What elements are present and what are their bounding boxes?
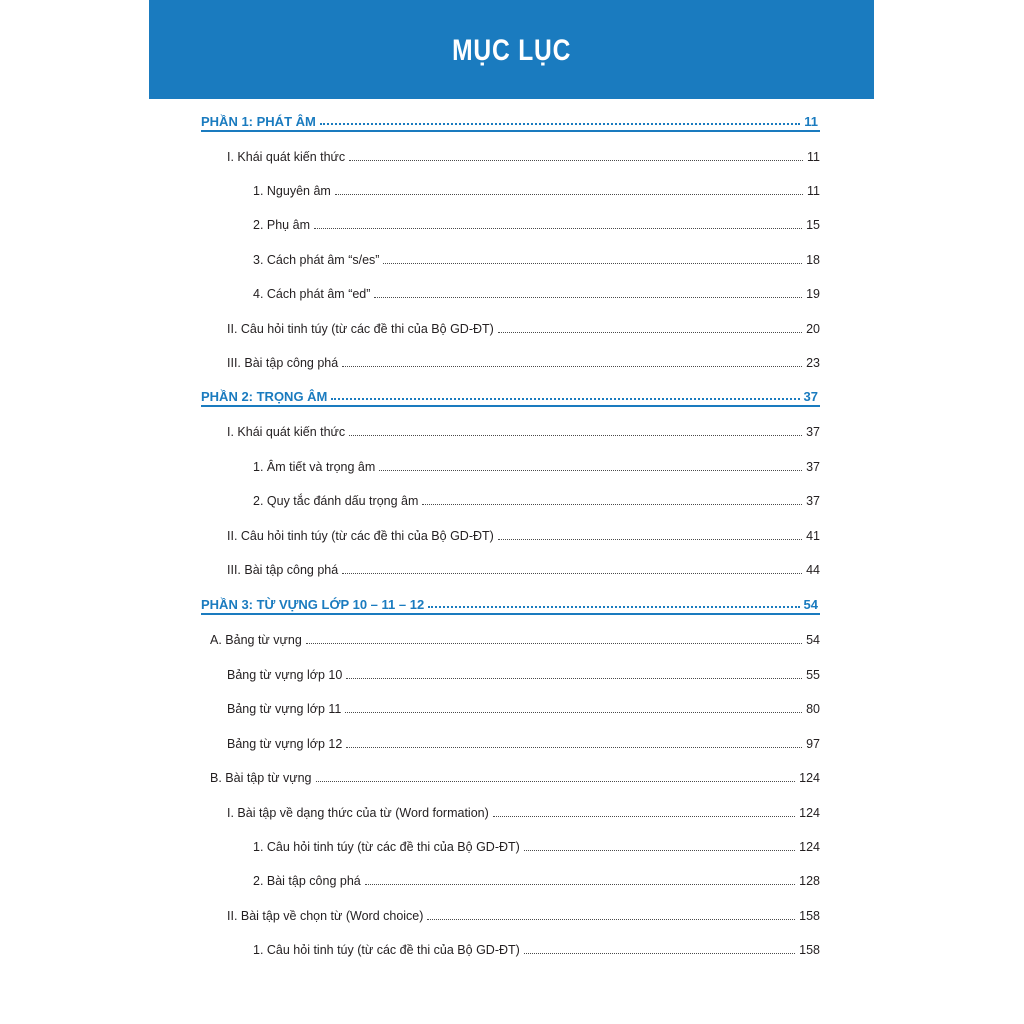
toc-label: 1. Câu hỏi tinh túy (từ các đề thi của Bộ GD-ĐT) bbox=[253, 943, 520, 957]
toc-page-number: 37 bbox=[806, 425, 820, 439]
toc-page-number: 158 bbox=[799, 943, 820, 957]
toc-label: II. Bài tập về chọn từ (Word choice) bbox=[227, 909, 424, 923]
toc-item[interactable] bbox=[227, 695, 820, 717]
toc-label: Bảng từ vựng lớp 11 bbox=[227, 702, 342, 716]
dot-leader bbox=[427, 903, 795, 920]
toc-item[interactable] bbox=[253, 487, 820, 509]
toc-item[interactable] bbox=[210, 764, 820, 786]
toc-label: I. Bài tập về dạng thức của từ (Word formation) bbox=[227, 806, 489, 820]
dot-leader bbox=[346, 662, 802, 679]
toc-page-number: 80 bbox=[806, 702, 820, 716]
toc-page-number: 97 bbox=[806, 737, 820, 751]
toc-label: 2. Phụ âm bbox=[253, 218, 310, 232]
toc-page-number: 37 bbox=[806, 460, 820, 474]
toc-item[interactable] bbox=[227, 522, 820, 544]
toc-label: 2. Bài tập công phá bbox=[253, 874, 361, 888]
toc-page-number: 124 bbox=[799, 771, 820, 785]
toc-page-number: 124 bbox=[799, 840, 820, 854]
toc-item[interactable] bbox=[227, 349, 820, 371]
toc-item[interactable] bbox=[253, 246, 820, 268]
dot-leader bbox=[346, 731, 802, 748]
toc-page-number: 54 bbox=[803, 597, 818, 612]
toc-item[interactable] bbox=[227, 556, 820, 578]
toc-page-number: 54 bbox=[806, 633, 820, 647]
toc-page-number: 41 bbox=[806, 529, 820, 543]
toc-label: 3. Cách phát âm “s/es” bbox=[253, 253, 380, 267]
toc-label: 1. Âm tiết và trọng âm bbox=[253, 460, 376, 474]
dot-leader bbox=[524, 937, 795, 954]
toc-page-number: 37 bbox=[806, 494, 820, 508]
toc-label: PHẦN 1: PHÁT ÂM bbox=[201, 114, 316, 129]
toc-label: I. Khái quát kiến thức bbox=[227, 150, 346, 164]
toc-label: 1. Nguyên âm bbox=[253, 184, 331, 198]
toc-item[interactable] bbox=[253, 211, 820, 233]
toc-item[interactable] bbox=[227, 661, 820, 683]
toc-page-number: 128 bbox=[799, 874, 820, 888]
toc-label: Bảng từ vựng lớp 12 bbox=[227, 737, 343, 751]
dot-leader bbox=[524, 834, 795, 851]
toc-label: Bảng từ vựng lớp 10 bbox=[227, 668, 343, 682]
dot-leader bbox=[331, 382, 799, 400]
toc-page-number: 20 bbox=[806, 322, 820, 336]
toc-item[interactable] bbox=[253, 453, 820, 475]
toc-label: PHẦN 2: TRỌNG ÂM bbox=[201, 389, 328, 404]
toc-item[interactable] bbox=[210, 626, 820, 648]
toc-page-number: 44 bbox=[806, 563, 820, 577]
toc-label: II. Câu hỏi tinh túy (từ các đề thi của Bộ GD-ĐT) bbox=[227, 322, 494, 336]
toc-part-1[interactable] bbox=[201, 108, 820, 132]
dot-leader bbox=[335, 178, 803, 195]
toc-item[interactable] bbox=[253, 177, 820, 199]
toc-item[interactable] bbox=[253, 833, 820, 855]
toc-page-number: 11 bbox=[804, 114, 818, 129]
toc-label: III. Bài tập công phá bbox=[227, 356, 339, 370]
dot-leader bbox=[342, 557, 802, 574]
toc-page-number: 124 bbox=[799, 806, 820, 820]
dot-leader bbox=[345, 696, 802, 713]
toc-page-number: 18 bbox=[806, 253, 820, 267]
toc-label: III. Bài tập công phá bbox=[227, 563, 339, 577]
toc-page-number: 37 bbox=[803, 389, 818, 404]
dot-leader bbox=[349, 144, 803, 161]
dot-leader bbox=[498, 523, 802, 540]
toc-item[interactable] bbox=[227, 315, 820, 337]
dot-leader bbox=[374, 281, 802, 298]
toc-label: II. Câu hỏi tinh túy (từ các đề thi của Bộ GD-ĐT) bbox=[227, 529, 494, 543]
toc-page-number: 19 bbox=[806, 287, 820, 301]
toc-label: 1. Câu hỏi tinh túy (từ các đề thi của Bộ GD-ĐT) bbox=[253, 840, 520, 854]
header-banner bbox=[149, 0, 874, 99]
toc-part-2[interactable] bbox=[201, 383, 820, 407]
toc-label: 2. Quy tắc đánh dấu trọng âm bbox=[253, 494, 419, 508]
toc-page-number: 158 bbox=[799, 909, 820, 923]
dot-leader bbox=[314, 212, 802, 229]
dot-leader bbox=[342, 350, 802, 367]
toc-label: I. Khái quát kiến thức bbox=[227, 425, 346, 439]
dot-leader bbox=[383, 247, 802, 264]
toc-item[interactable] bbox=[253, 867, 820, 889]
toc-item[interactable] bbox=[227, 143, 820, 165]
dot-leader bbox=[306, 627, 802, 644]
dot-leader bbox=[349, 419, 802, 436]
dot-leader bbox=[498, 316, 802, 333]
toc-item[interactable] bbox=[227, 418, 820, 440]
toc-item[interactable] bbox=[227, 902, 820, 924]
dot-leader bbox=[320, 107, 800, 125]
toc-page-number: 11 bbox=[807, 184, 820, 198]
toc-label: A. Bảng từ vựng bbox=[210, 633, 302, 647]
toc-label: 4. Cách phát âm “ed” bbox=[253, 287, 371, 301]
toc-item[interactable] bbox=[227, 730, 820, 752]
dot-leader bbox=[428, 590, 799, 608]
dot-leader bbox=[365, 868, 795, 885]
toc-item[interactable] bbox=[227, 799, 820, 821]
dot-leader bbox=[379, 454, 802, 471]
page-title: MỤC LỤC bbox=[451, 33, 572, 67]
toc-part-3[interactable] bbox=[201, 591, 820, 615]
toc-page-number: 11 bbox=[807, 150, 820, 164]
toc-page-number: 15 bbox=[806, 218, 820, 232]
dot-leader bbox=[316, 765, 796, 782]
toc-item[interactable] bbox=[253, 936, 820, 958]
dot-leader bbox=[422, 488, 802, 505]
dot-leader bbox=[493, 800, 795, 817]
toc-label: B. Bài tập từ vựng bbox=[210, 771, 312, 785]
toc-page-number: 23 bbox=[806, 356, 820, 370]
toc-page-number: 55 bbox=[806, 668, 820, 682]
toc-label: PHẦN 3: TỪ VỰNG LỚP 10 – 11 – 12 bbox=[201, 597, 425, 612]
toc-item[interactable] bbox=[253, 280, 820, 302]
